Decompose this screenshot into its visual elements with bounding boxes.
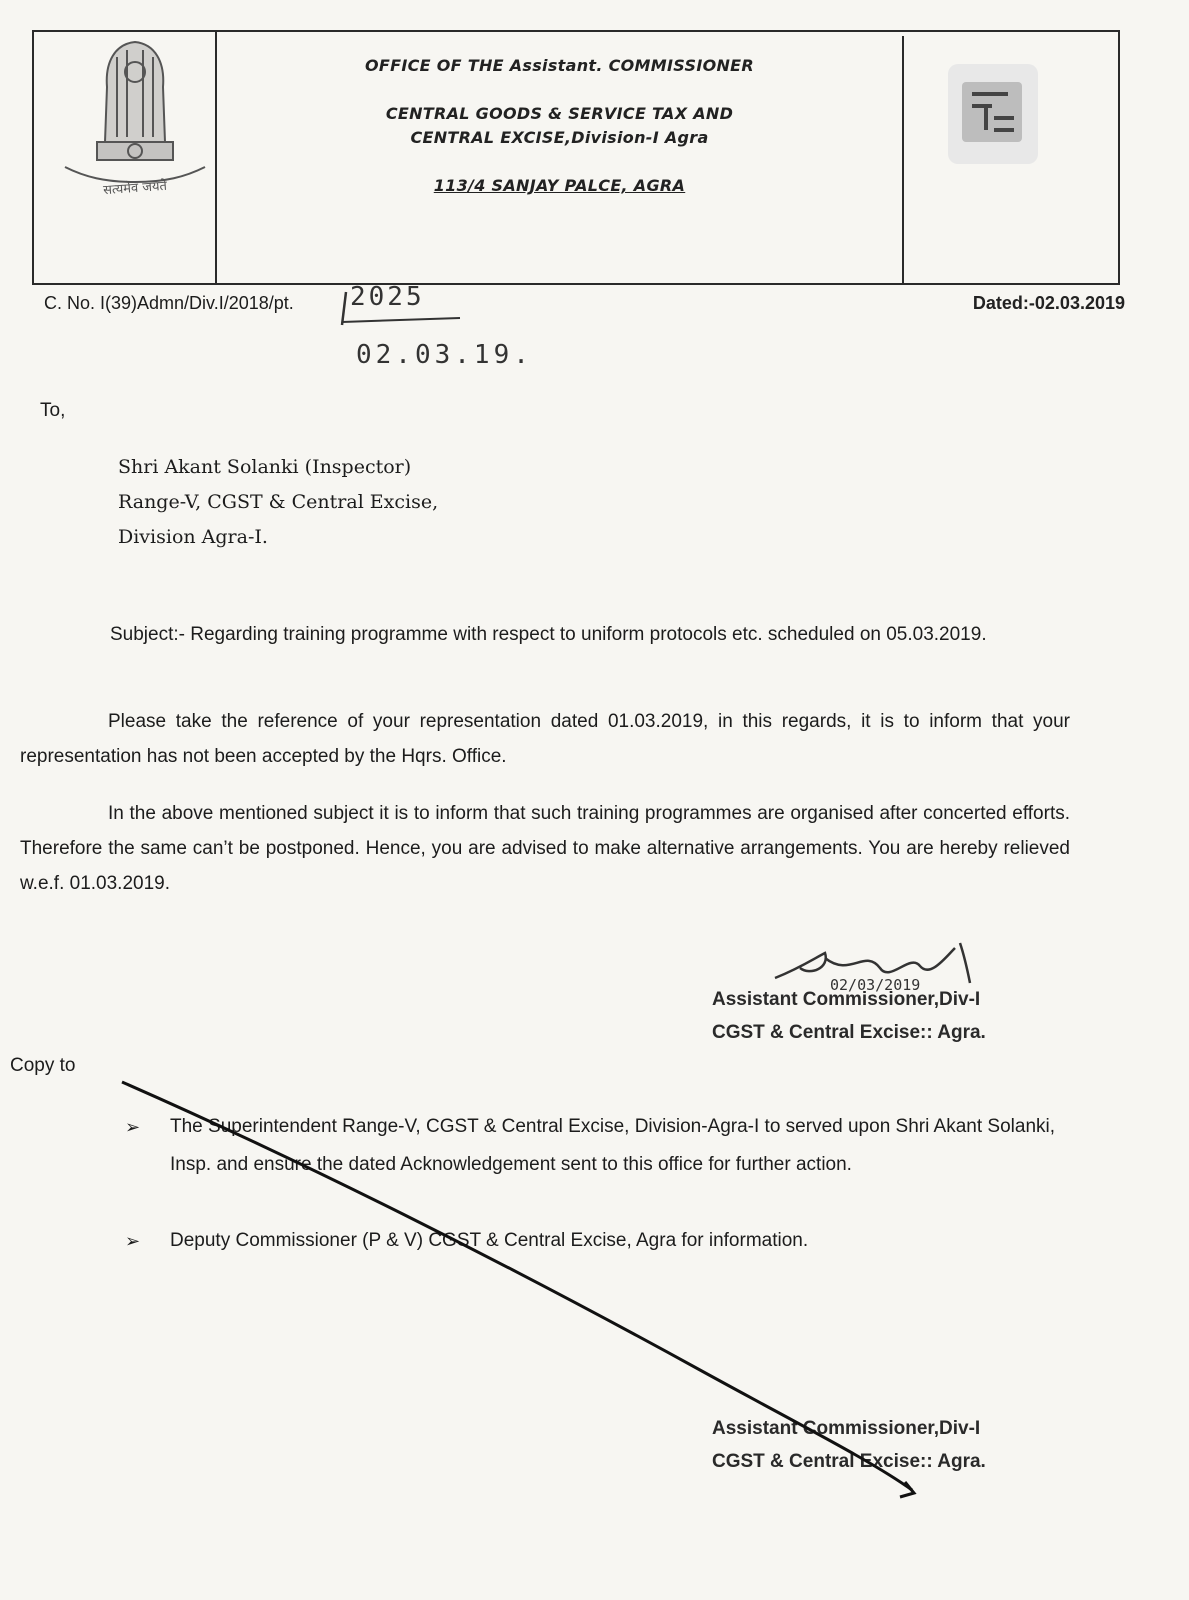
department-line-2: CENTRAL EXCISE,Division-I Agra [410, 128, 709, 147]
paragraph-2 [20, 796, 1070, 901]
office-title: OFFICE OF THE Assistant. COMMISSIONER [364, 56, 755, 75]
paragraph-1-text: Please take the reference of your representation dated 01.03.2019, in this regards, it is to inform that your representation has not been accepted by the Hqrs. Office. [20, 711, 1070, 767]
subject-line: Subject:- Regarding training programme with respect to uniform protocols etc. scheduled on 05.03.2019. [110, 624, 987, 645]
copy-item-1-text: The Superintendent Range-V, CGST & Central Excise, Division-Agra-I to served upon Shri Akant Solanki, Insp. and ensure the dated Acknowledgement sent to this office for further action. [170, 1116, 1056, 1175]
copy-item-2-text: Deputy Commissioner (P & V) CGST & Central Excise, Agra for information. [170, 1230, 809, 1251]
file-number: C. No. I(39)Admn/Div.I/2018/pt. [44, 293, 294, 313]
recipient-name: Shri Akant Solanki (Inspector) [118, 456, 412, 478]
arrow-bullet-icon: ➢ [125, 1231, 141, 1251]
recipient-division: Division Agra-I. [118, 526, 268, 548]
department-line-1: CENTRAL GOODS & SERVICE TAX AND [385, 104, 734, 123]
emblem-motto: सत्यमेव जयते [102, 178, 168, 199]
signatory-office: CGST & Central Excise:: Agra. [712, 1022, 986, 1043]
signature-date: 02/03/2019 [830, 976, 921, 993]
dispatch-number-underline [342, 318, 460, 322]
letterhead-divider-right [902, 36, 904, 285]
handwritten-dispatch-number: 2025 [350, 282, 425, 312]
handwritten-dispatch-date: 02.03.19. [356, 340, 533, 370]
footer-signatory-office: CGST & Central Excise:: Agra. [712, 1451, 986, 1472]
footer-signatory-designation: Assistant Commissioner,Div-I [712, 1418, 981, 1439]
letter-date: Dated:-02.03.2019 [972, 293, 1125, 313]
signatory-designation: Assistant Commissioner,Div-I [712, 989, 981, 1010]
recipient-range: Range-V, CGST & Central Excise, [118, 491, 439, 513]
copy-item-2 [125, 1222, 1065, 1260]
salutation-to: To, [40, 400, 66, 421]
copy-item-1 [125, 1108, 1065, 1184]
paragraph-2-text: In the above mentioned subject it is to inform that such training programmes are organised after concerted efforts. Therefore the same can’t be postponed. Hence, you are advised to make alternative arrangements. You are hereby relieved w.e.f. 01.03.2019. [20, 803, 1070, 894]
arrow-bullet-icon: ➢ [125, 1117, 141, 1137]
dispatch-number-bracket [342, 292, 346, 325]
paragraph-1 [20, 704, 1070, 774]
strike-line-end [900, 1482, 914, 1497]
gst-logo-icon [948, 64, 1038, 164]
copy-to-label: Copy to [10, 1055, 76, 1076]
office-address: 113/4 SANJAY PALCE, AGRA [433, 176, 686, 195]
